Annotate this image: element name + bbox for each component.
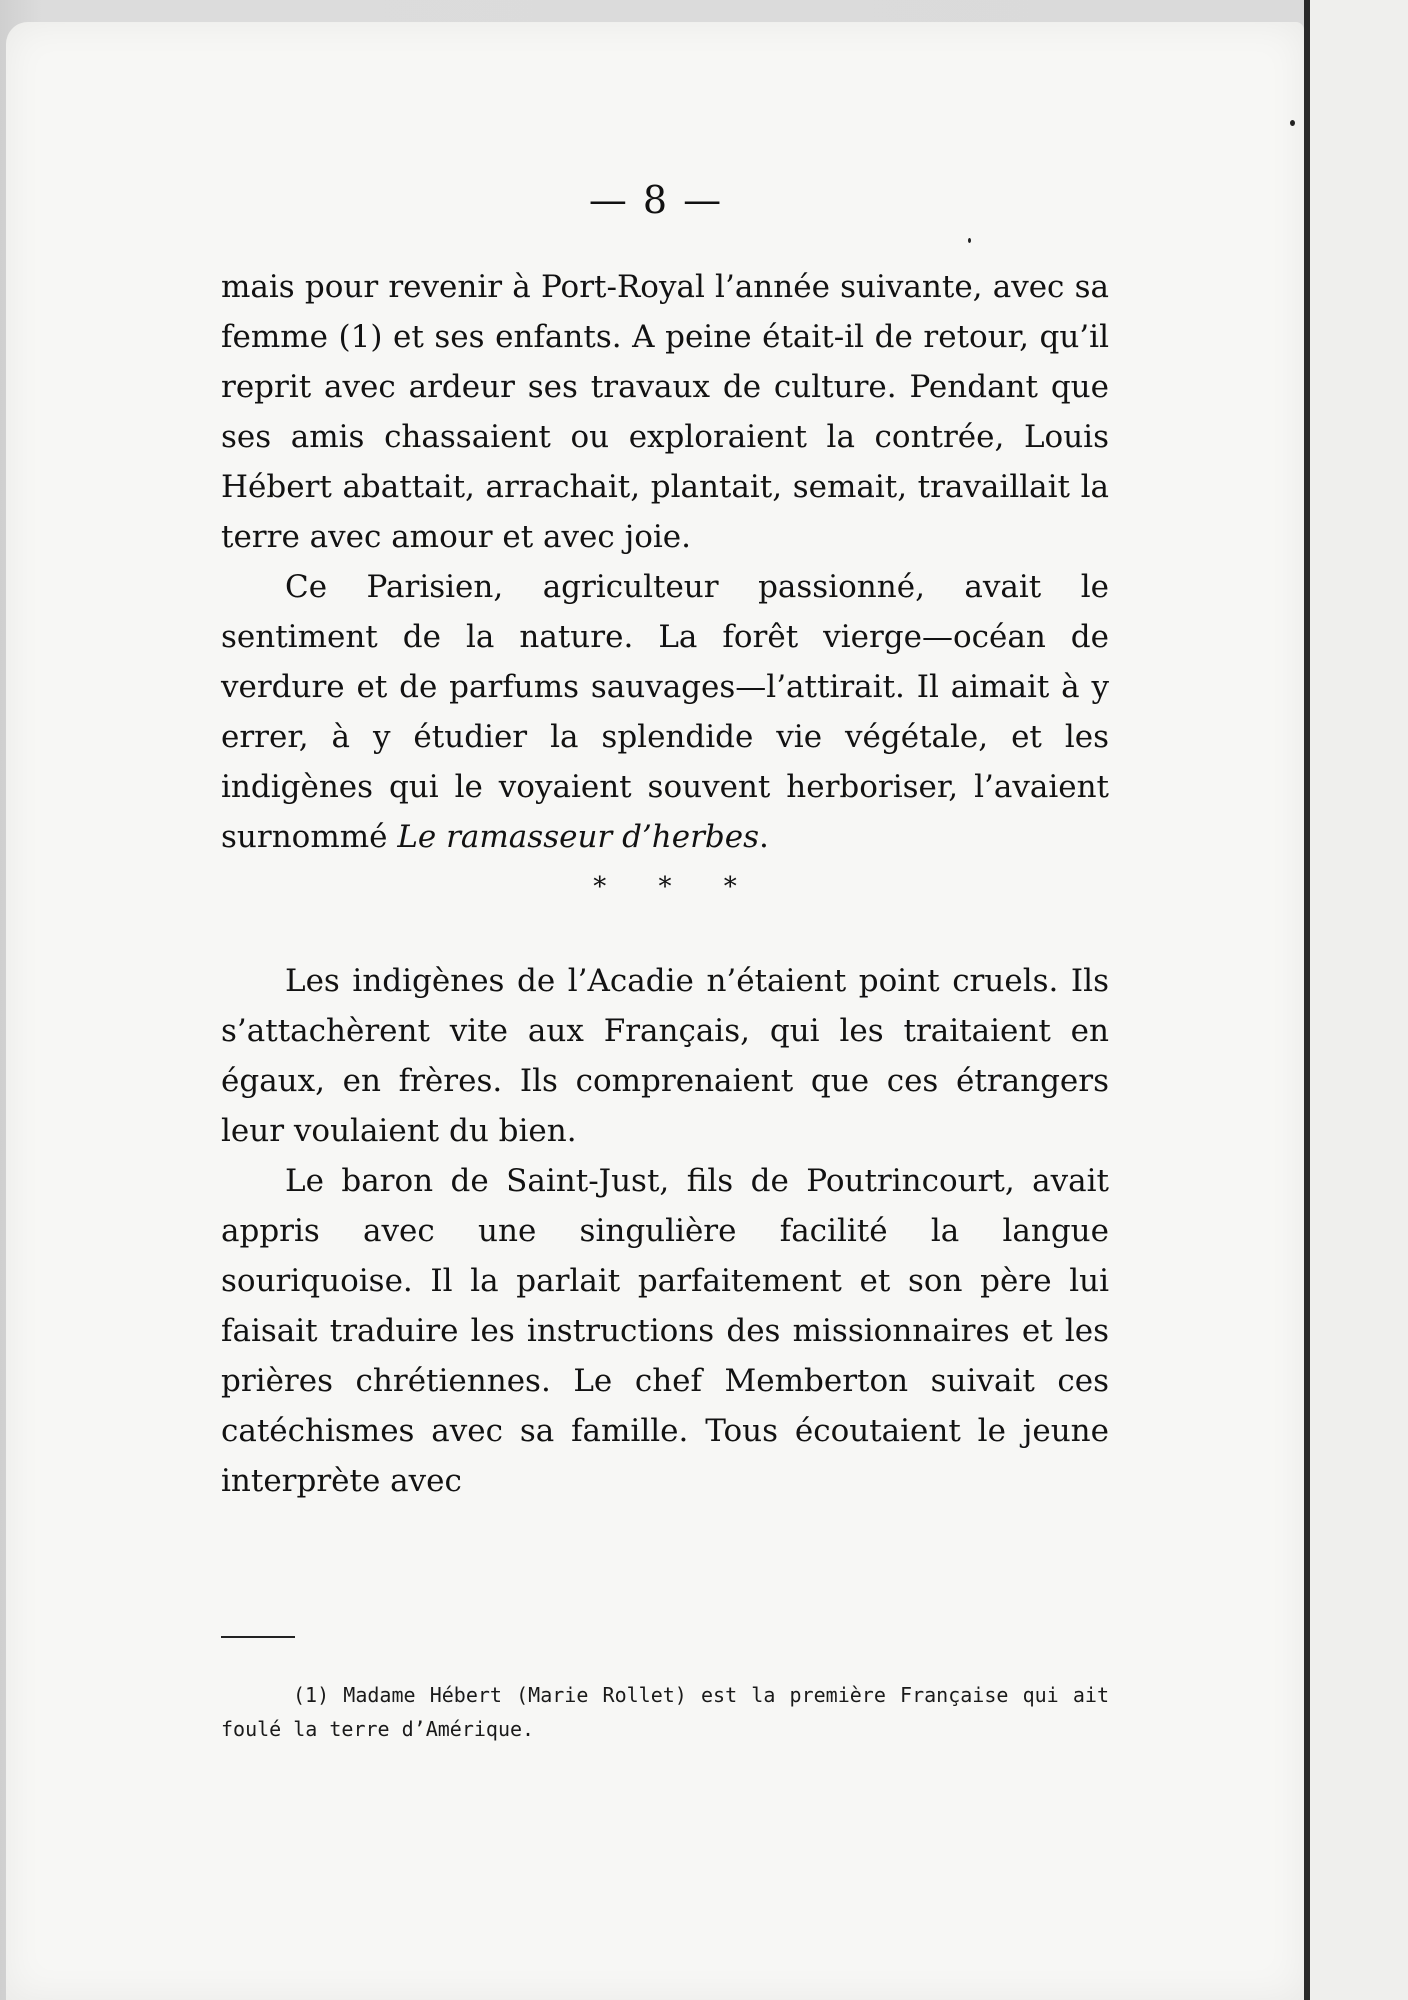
paragraph-text: Ce Parisien, agriculteur passionné, avait le sentiment de la nature. La forêt vierge—océan de verdure et de parfums sauvages—l’attirait. Il aimait à y errer, à y étudier la splendide vie végétale, et les indigènes qui le voyaient souvent herboriser, l’avaient surnommé <box>221 569 1109 855</box>
paragraph: Le baron de Saint-Just, fils de Poutrincourt, avait appris avec une singulière facilité la langue souriquoise. Il la parlait parfaitement et son père lui faisait traduire les instructions des missionnaires et les prières chrétiennes. Le chef Memberton suivait ces catéchismes avec sa famille. Tous écoutaient le jeune interprète avec <box>221 1163 1109 1499</box>
paragraph: Les indigènes de l’Acadie n’étaient point cruels. Ils s’attachèrent vite aux Français, qui les traitaient en égaux, en frères. Ils comprenaient que ces étrangers leur voulaient du bien. <box>221 963 1109 1149</box>
paragraph <box>221 562 1109 862</box>
paragraph-end: . <box>759 819 769 855</box>
italic-phrase: Le ramasseur d’herbes <box>397 819 760 855</box>
scan-speck <box>968 238 971 243</box>
page-number: — 8 — <box>588 178 724 222</box>
footnote-rule <box>221 1636 295 1638</box>
paragraph: mais pour revenir à Port-Royal l’année suivante, avec sa femme (1) et ses enfants. A peine était-il de retour, qu’il reprit avec ardeur ses travaux de culture. Pendant que ses amis chassaient ou exploraient la contrée, Louis Hébert abattait, arrachait, plantait, semait, travaillait la terre avec amour et avec joie. <box>221 269 1109 555</box>
footnote-text: (1) Madame Hébert (Marie Rollet) est la première Française qui ait foulé la terre d’Amérique. <box>221 1683 1109 1741</box>
section-separator: * * * <box>593 872 759 902</box>
body-text <box>221 262 1109 1506</box>
scan-speck <box>1290 120 1295 126</box>
footnote <box>221 1678 1109 1746</box>
adjacent-page-edge <box>1310 0 1408 2000</box>
